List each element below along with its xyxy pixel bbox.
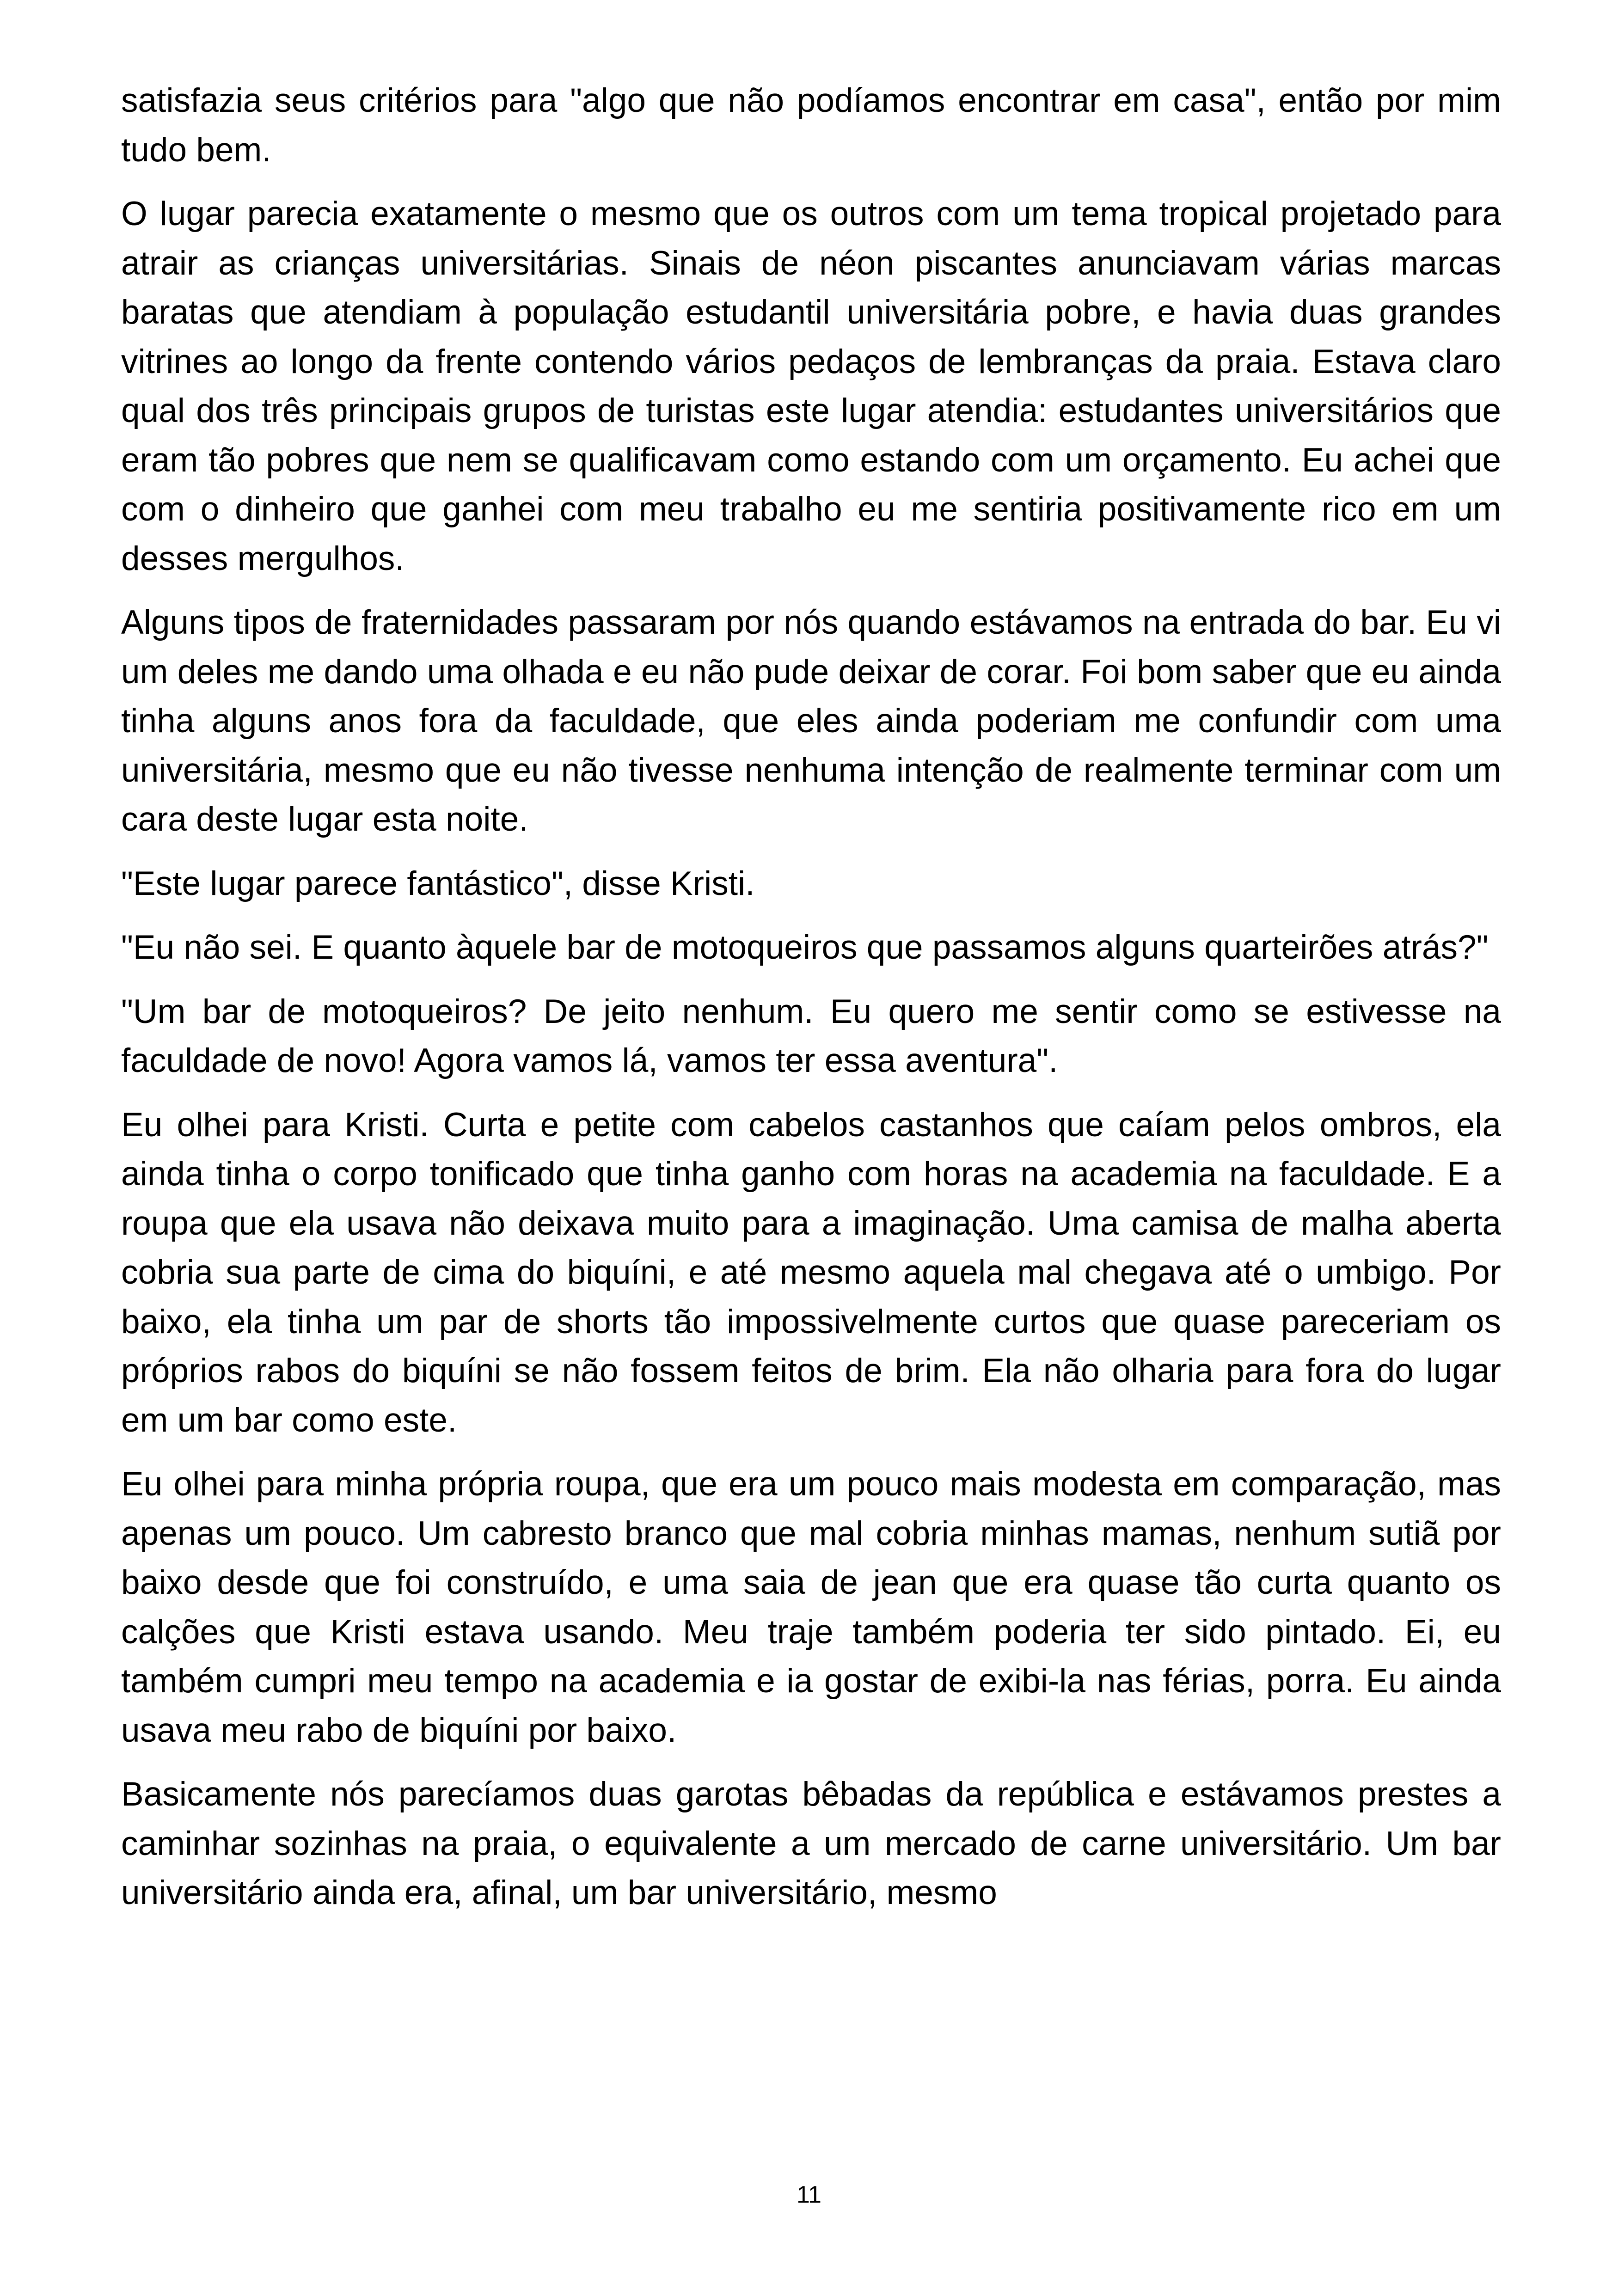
- paragraph-6: "Um bar de motoqueiros? De jeito nenhum. Eu quero me sentir como se estivesse na faculdade de novo! Agora vamos lá, vamos ter essa aventura".: [121, 992, 1501, 1079]
- paragraph-9: Basicamente nós parecíamos duas garotas bêbadas da república e estávamos prestes a caminhar sozinhas na praia, o equivalente a um mercado de carne universitário. Um bar universitário ainda era, afinal, um bar universitário, mesmo: [121, 1776, 1501, 1911]
- body-text: [121, 76, 1501, 1933]
- paragraph-1: satisfazia seus critérios para "algo que não podíamos encontrar em casa", então por mim tudo bem.: [121, 82, 1501, 169]
- paragraph-7: Eu olhei para Kristi. Curta e petite com cabelos castanhos que caíam pelos ombros, ela ainda tinha o corpo tonificado que tinha ganho com horas na academia na faculdade. E a roupa que ela usava não deixava muito para a imaginação. Uma camisa de malha aberta cobria sua parte de cima do biquíni, e até mesmo aquela mal chegava até o umbigo. Por baixo, ela tinha um par de shorts tão impossivelmente curtos que quase pareceriam os próprios rabos do biquíni se não fossem feitos de brim. Ela não olharia para fora do lugar em um bar como este.: [121, 1106, 1501, 1439]
- paragraph-3: Alguns tipos de fraternidades passaram por nós quando estávamos na entrada do bar. Eu vi um deles me dando uma olhada e eu não pude deixar de corar. Foi bom saber que eu ainda tinha alguns anos fora da faculdade, que eles ainda poderiam me confundir com uma universitária, mesmo que eu não tivesse nenhuma intenção de realmente terminar com um cara deste lugar esta noite.: [121, 604, 1501, 838]
- page-number: 11: [797, 2181, 821, 2208]
- paragraph-5: "Eu não sei. E quanto àquele bar de motoqueiros que passamos alguns quarteirões atrás?": [121, 929, 1489, 966]
- paragraph-4: "Este lugar parece fantástico", disse Kristi.: [121, 864, 755, 902]
- paragraph-8: Eu olhei para minha própria roupa, que era um pouco mais modesta em comparação, mas apenas um pouco. Um cabresto branco que mal cobria minhas mamas, nenhum sutiã por baixo desde que foi construído, e uma saia de jean que era quase tão curta quanto os calções que Kristi estava usando. Meu traje também poderia ter sido pintado. Ei, eu também cumpri meu tempo na academia e ia gostar de exibi-la nas férias, porra. Eu ainda usava meu rabo de biquíni por baixo.: [121, 1465, 1501, 1749]
- paragraph-2: O lugar parecia exatamente o mesmo que os outros com um tema tropical projetado para atrair as crianças universitárias. Sinais de néon piscantes anunciavam várias marcas baratas que atendiam à população estudantil universitária pobre, e havia duas grandes vitrines ao longo da frente contendo vários pedaços de lembranças da praia. Estava claro qual dos três principais grupos de turistas este lugar atendia: estudantes universitários que eram tão pobres que nem se qualificavam como estando com um orçamento. Eu achei que com o dinheiro que ganhei com meu trabalho eu me sentiria positivamente rico em um desses mergulhos.: [121, 195, 1501, 577]
